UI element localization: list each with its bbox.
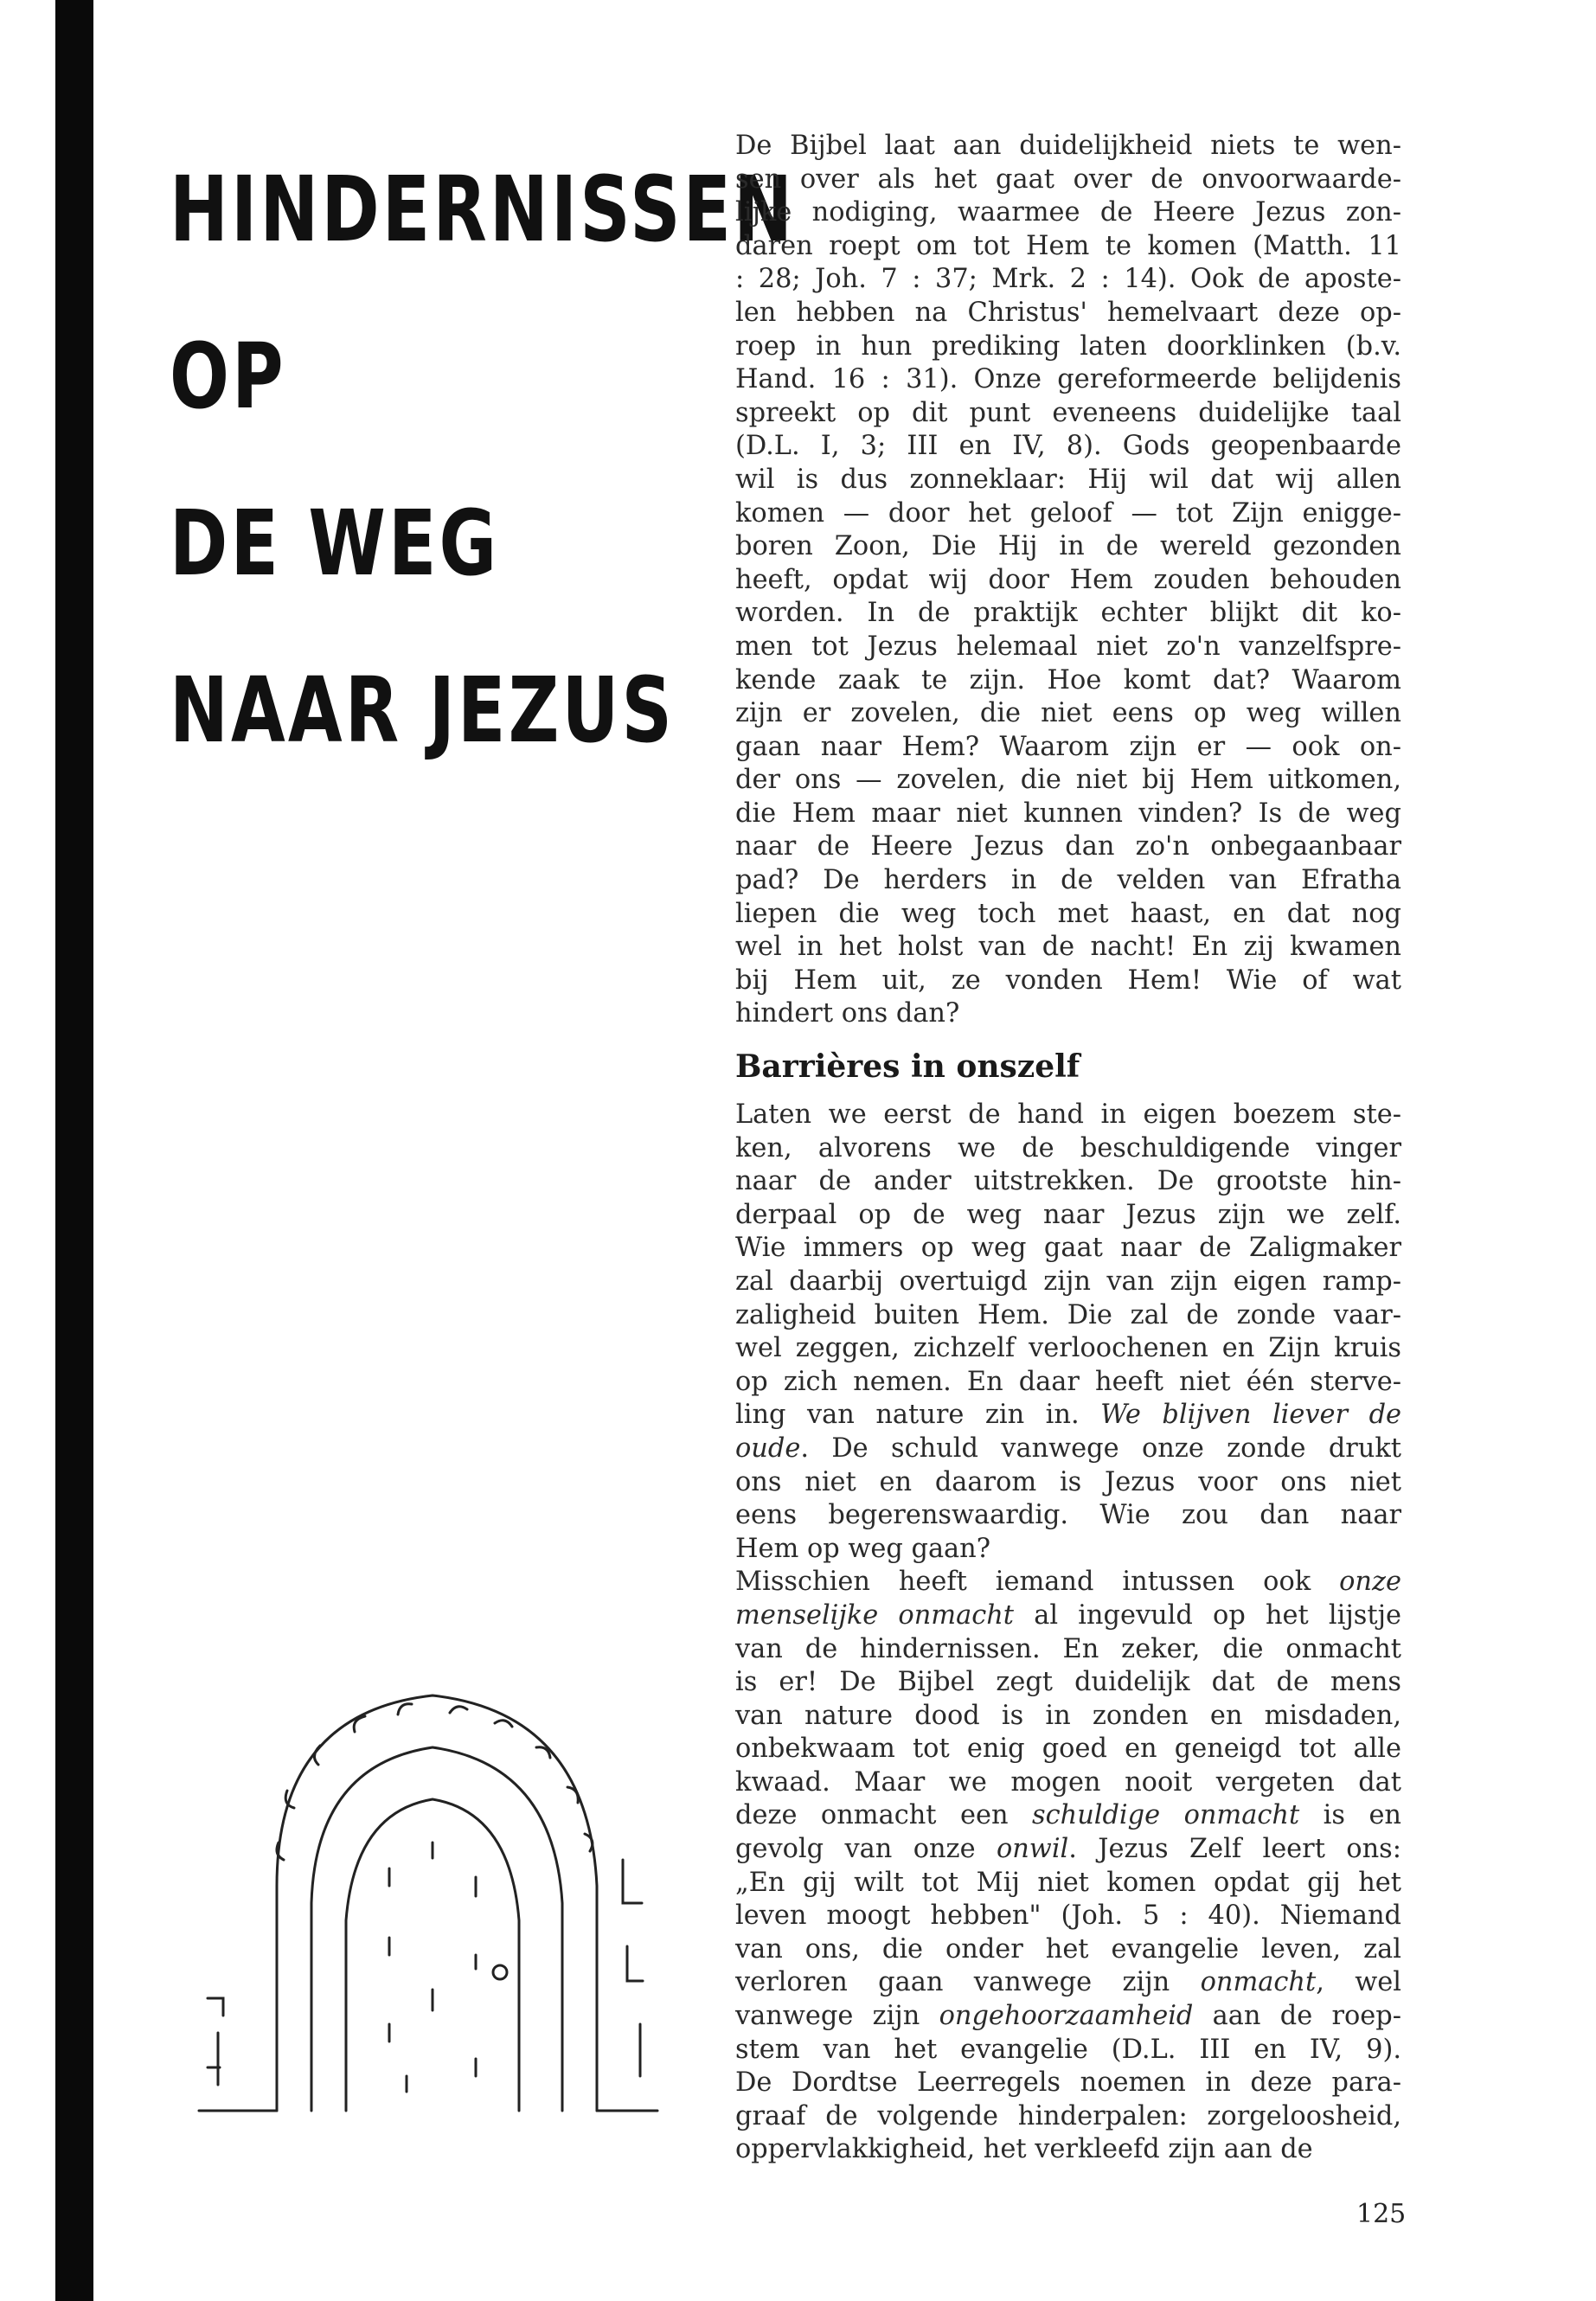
- body-line-text: Hem op weg gaan?: [735, 1533, 991, 1564]
- intro-line: boren Zoon, Die Hij in de wereld gezonden: [735, 531, 1401, 562]
- body-line: [735, 1733, 1401, 1766]
- body-line-emphasis: onze: [1339, 1567, 1401, 1598]
- body-line-text: deze onmacht een: [735, 1800, 1032, 1831]
- intro-line: lijke nodiging, waarmee de Heere Jezus zon-: [735, 197, 1401, 228]
- body-line: [735, 1933, 1401, 1967]
- body-line-emphasis: menselijke onmacht: [735, 1599, 1015, 1631]
- body-line: [735, 2000, 1401, 2034]
- intro-line: hindert ons dan?: [735, 998, 960, 1029]
- body-line: [735, 2067, 1401, 2100]
- intro-line: komen — door het geloof — tot Zijn enigge-: [735, 497, 1401, 529]
- intro-line: pad? De herders in de velden van Efratha: [735, 865, 1401, 896]
- body-line-text: verloren gaan vanwege zijn: [735, 1967, 1201, 1998]
- body-line: [735, 2100, 1401, 2134]
- body-line-text: graaf de volgende hinderpalen: zorgeloosheid,: [735, 2100, 1401, 2131]
- title-line-4: NAAR JEZUS: [170, 657, 676, 763]
- body-line: [735, 1232, 1401, 1266]
- title-line-3: DE WEG: [170, 490, 500, 596]
- body-line: [735, 1299, 1401, 1333]
- intro-line: Hand. 16 : 31). Onze gereformeerde belijdenis: [735, 364, 1401, 395]
- intro-line: gaan naar Hem? Waarom zijn er — ook on-: [735, 731, 1401, 762]
- body-line-text: van de hindernissen. En zeker, die onmacht: [735, 1633, 1401, 1664]
- body-line-text: al ingevuld op het lijstje: [1014, 1599, 1401, 1631]
- body-line: [735, 1132, 1401, 1166]
- intro-line: wel in het holst van de nacht! En zij kwamen: [735, 932, 1401, 963]
- body-line: [735, 1099, 1401, 1132]
- body-line-text: eens begerenswaardig. Wie zou dan naar: [735, 1500, 1401, 1531]
- arched-door-illustration: [173, 1661, 692, 2145]
- body-line: [735, 2034, 1401, 2067]
- body-line-text: ken, alvorens we de beschuldigende vinger: [735, 1132, 1401, 1163]
- body-line-text: De Dordtse Leerregels noemen in deze para-: [735, 2067, 1401, 2099]
- page-edge-bar: [55, 0, 93, 2301]
- body-line: [735, 1199, 1401, 1233]
- body-line-text: op zich nemen. En daar heeft niet één sterve-: [735, 1366, 1401, 1397]
- body-line-text: vanwege zijn: [735, 2001, 939, 2032]
- body-line: [735, 1466, 1401, 1500]
- body-line-text: , wel: [1316, 1967, 1401, 1998]
- article-title: [170, 157, 796, 832]
- body-line-text: naar de ander uitstrekken. De grootste hin-: [735, 1166, 1401, 1197]
- body-line-text: Misschien heeft iemand intussen ook: [735, 1567, 1340, 1598]
- intro-line: liepen die weg toch met haast, en dat nog: [735, 898, 1401, 929]
- body-line-emphasis: ongehoorzaamheid: [939, 2001, 1194, 2032]
- intro-line: heeft, opdat wij door Hem zouden behouden: [735, 564, 1401, 595]
- body-line-text: zaligheid buiten Hem. Die zal de zonde vaar-: [735, 1299, 1401, 1330]
- body-line-text: ons niet en daarom is Jezus voor ons niet: [735, 1466, 1401, 1497]
- body-line: [735, 1566, 1401, 1599]
- body-line: [735, 1900, 1401, 1933]
- intro-line: len hebben na Christus' hemelvaart deze op-: [735, 297, 1401, 328]
- body-line: [735, 1266, 1401, 1299]
- body-line-emphasis: onwil: [996, 1834, 1069, 1865]
- body-line-text: stem van het evangelie (D.L. III en IV, 9).: [735, 2034, 1401, 2065]
- section-heading: Barrières in onszelf: [735, 1048, 1080, 1085]
- intro-line: sen over als het gaat over de onvoorwaarde-: [735, 163, 1401, 195]
- body-line-text: oppervlakkigheid, het verkleefd zijn aan de: [735, 2134, 1313, 2165]
- body-line-text: is en: [1299, 1800, 1401, 1831]
- body-line-emphasis: We blijven liever de: [1100, 1400, 1402, 1431]
- body-line: [735, 1165, 1401, 1199]
- body-line: [735, 1799, 1401, 1833]
- body-line: [735, 1332, 1401, 1366]
- intro-line: kende zaak te zijn. Hoe komt dat? Waarom: [735, 664, 1401, 695]
- intro-line: men tot Jezus helemaal niet zo'n vanzelfspre-: [735, 631, 1401, 662]
- body-line-text: Laten we eerst de hand in eigen boezem ste-: [735, 1099, 1401, 1130]
- intro-line: (D.L. I, 3; III en IV, 8). Gods geopenbaarde: [735, 431, 1401, 462]
- intro-line: naar de Heere Jezus dan zo'n onbegaanbaar: [735, 831, 1401, 862]
- page-number: 125: [1356, 2199, 1407, 2229]
- body-line-text: zal daarbij overtuigd zijn van zijn eigen ramp-: [735, 1266, 1401, 1297]
- title-line-2: OP: [170, 324, 286, 429]
- body-line: [735, 1433, 1401, 1466]
- body-line: [735, 1599, 1401, 1633]
- body-line-text: gevolg van onze: [735, 1834, 997, 1865]
- intro-line: : 28; Joh. 7 : 37; Mrk. 2 : 14). Ook de aposte-: [735, 264, 1401, 295]
- body-line: [735, 1833, 1401, 1867]
- body-line-text: wel zeggen, zichzelf verloochenen en Zijn kruis: [735, 1333, 1401, 1364]
- body-line: [735, 1399, 1401, 1433]
- body-line: [735, 1966, 1401, 2000]
- body-line: [735, 2133, 1401, 2167]
- body-line-text: ling van nature zin in.: [735, 1400, 1101, 1431]
- body-text: [735, 1099, 1401, 2167]
- body-line-text: van ons, die onder het evangelie leven, zal: [735, 1933, 1401, 1965]
- body-line: [735, 1766, 1401, 1800]
- intro-line: De Bijbel laat aan duidelijkheid niets te wen-: [735, 131, 1401, 161]
- intro-line: der ons — zovelen, die niet bij Hem uitkomen,: [735, 765, 1401, 796]
- intro-line: bij Hem uit, ze vonden Hem! Wie of wat: [735, 965, 1401, 996]
- body-line: [735, 1666, 1401, 1700]
- intro-line: die Hem maar niet kunnen vinden? Is de weg: [735, 798, 1401, 829]
- body-line-emphasis: schuldige onmacht: [1032, 1800, 1300, 1831]
- intro-paragraph: [735, 130, 1401, 1031]
- body-line-text: leven moogt hebben" (Joh. 5 : 40). Niemand: [735, 1900, 1401, 1932]
- body-line: [735, 1700, 1401, 1734]
- body-line-text: is er! De Bijbel zegt duidelijk dat de mens: [735, 1667, 1401, 1698]
- intro-line: daren roept om tot Hem te komen (Matth. 11: [735, 230, 1401, 261]
- body-line-text: van nature dood is in zonden en misdaden,: [735, 1700, 1401, 1731]
- title-line-1: HINDERNISSEN: [170, 157, 796, 262]
- body-line: [735, 1366, 1401, 1400]
- intro-line: wil is dus zonneklaar: Hij wil dat wij allen: [735, 464, 1401, 495]
- intro-line: roep in hun prediking laten doorklinken (b.v.: [735, 330, 1401, 362]
- body-line: [735, 1533, 1401, 1567]
- intro-line: spreekt op dit punt eveneens duidelijke taal: [735, 397, 1401, 428]
- body-line-text: . Jezus Zelf leert ons:: [1068, 1834, 1401, 1865]
- body-line-emphasis: onmacht: [1200, 1967, 1317, 1998]
- body-line-text: . De schuld vanwege onze zonde drukt: [800, 1433, 1401, 1464]
- body-line-text: „En gij wilt tot Mij niet komen opdat gij het: [735, 1867, 1401, 1898]
- body-line-text: derpaal op de weg naar Jezus zijn we zelf.: [735, 1199, 1401, 1230]
- intro-line: zijn er zovelen, die niet eens op weg willen: [735, 698, 1401, 729]
- body-line-emphasis: oude: [735, 1433, 801, 1464]
- body-line-text: aan de roep-: [1193, 2001, 1401, 2032]
- body-line: [735, 1633, 1401, 1667]
- body-line-text: Wie immers op weg gaat naar de Zaligmaker: [735, 1233, 1401, 1264]
- body-line: [735, 1499, 1401, 1533]
- body-line-text: onbekwaam tot enig goed en geneigd tot alle: [735, 1734, 1401, 1765]
- intro-line: worden. In de praktijk echter blijkt dit ko-: [735, 598, 1401, 629]
- body-line: [735, 1867, 1401, 1900]
- body-line-text: kwaad. Maar we mogen nooit vergeten dat: [735, 1766, 1401, 1798]
